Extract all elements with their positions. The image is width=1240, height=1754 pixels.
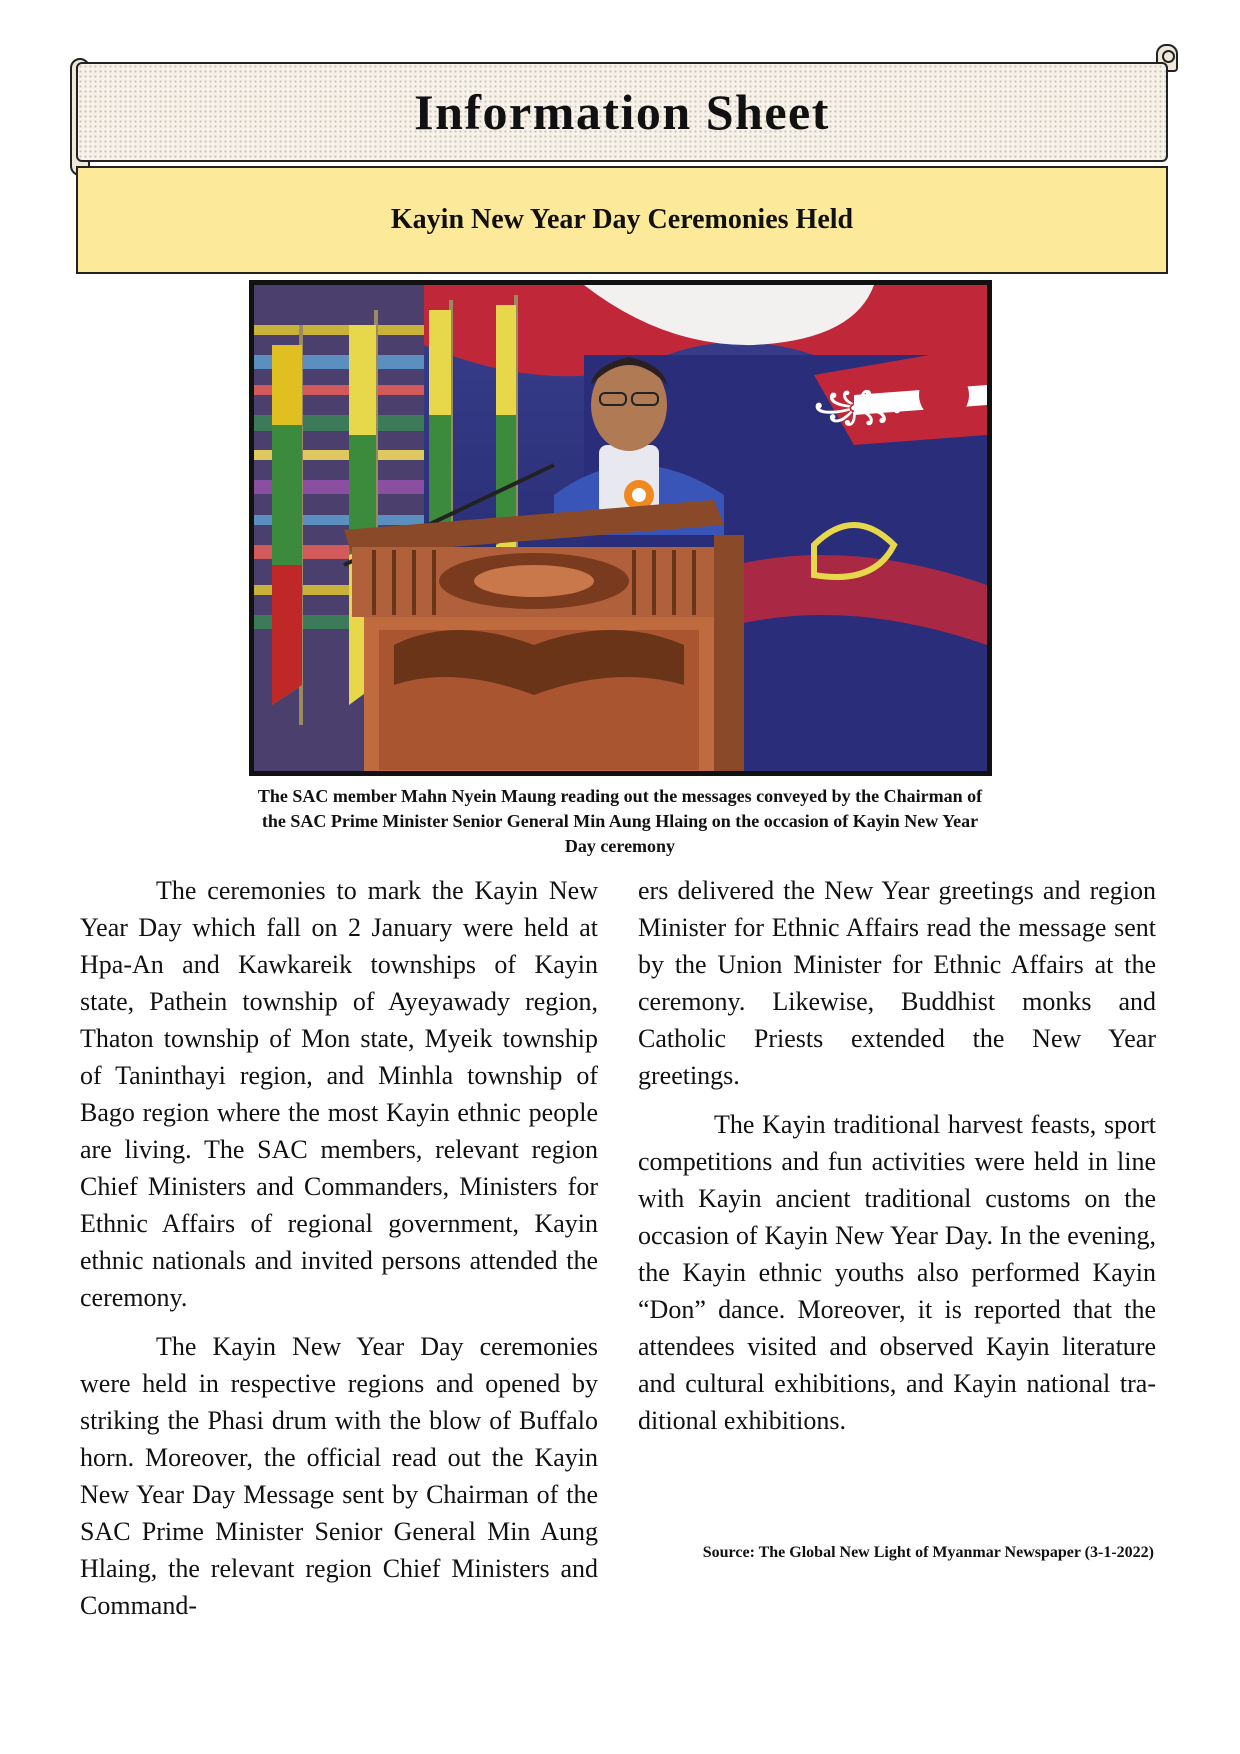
subtitle-box: [76, 166, 1168, 274]
ceremony-photo: [249, 280, 992, 776]
article-paragraph: ers delivered the New Year greetings and region Minister for Ethnic Affairs read the message sent by the Union Minister for Ethnic Affairs at the ceremony. Likewise, Buddhist monks and Catholic Priests extended the New Year greetings.: [638, 876, 1156, 1090]
article-paragraph: The ceremonies to mark the Kayin New Year Day which fall on 2 January were held at Hpa-An and Kawkareik townships of Kayin state, Pathein township of Ayeyawady region, Thaton township of Mon state, Myeik township of Taninthayi region, and Minhla township of Bago region where the most Kayin ethnic people are living. The SAC members, relevant region Chief Ministers and Commanders, Ministers for Ethnic Affairs of regional government, Kayin ethnic nationals and invited persons attended the ceremony.: [80, 876, 598, 1312]
svg-text:꧁꧂: ꧁꧂: [814, 389, 902, 422]
article-paragraph: The Kayin traditional harvest feasts, sport competitions and fun activities were held in line with Kayin ancient traditional customs on the occasion of Kayin New Year Day. In the evening, the Kayin ethnic youths also performed Kayin “Don” dance. Moreover, it is reported that the attendees visited and observed Kayin literature and cultural exhibitions, and Kayin national traditional exhibitions.: [638, 1110, 1156, 1435]
title-banner: [76, 62, 1168, 162]
page-title: Information Sheet: [414, 84, 830, 140]
photo-caption: The SAC member Mahn Nyein Maung reading out the messages conveyed by the Chairman of the SAC Prime Minister Senior General Min Aung Hlaing on the occasion of Kayin New Year Day ceremony: [257, 786, 983, 856]
source-citation: Source: The Global New Light of Myanmar Newspaper (3-1-2022): [702, 1544, 1154, 1561]
article-column-left: [80, 872, 598, 1636]
photo-illustration: [254, 285, 987, 771]
article-column-right: [638, 872, 1156, 1451]
article-headline: Kayin New Year Day Ceremonies Held: [390, 204, 854, 235]
article-paragraph: The Kayin New Year Day ceremonies were held in respective regions and opened by striking the Phasi drum with the blow of Buffalo horn. Moreover, the official read out the Kayin New Year Day Message sent by Chairman of the SAC Prime Minister Senior General Min Aung Hlaing, the relevant region Chief Ministers and Command-: [80, 1332, 598, 1620]
